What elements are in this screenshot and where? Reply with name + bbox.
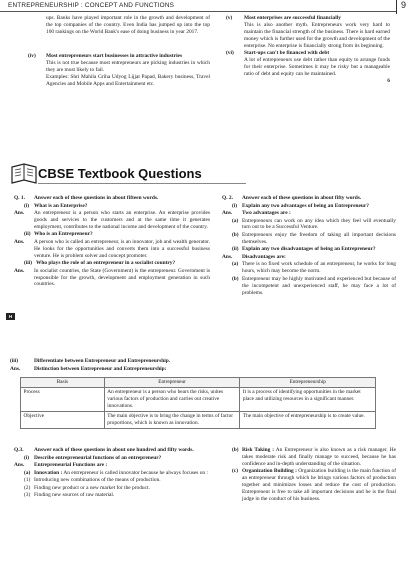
answer-label: Ans.	[10, 365, 21, 372]
list-item: Introducing new combinations of the means of production.	[34, 477, 161, 483]
point-number: (a)	[24, 469, 31, 476]
subquestion-number: (i)	[24, 454, 30, 461]
table-header-cell: Basis	[21, 378, 105, 388]
table-cell: The main objective is to bring the change in terms of factor proportions, which is known as innovation.	[104, 411, 240, 428]
banks-paragraph: ups. Banks have played important role in the growth and development of the top companies of the country. Even India has jumped up into the top 100 rankings on the World Bank's ease of doing business in year 2017.	[46, 15, 210, 35]
item-body: A lot of entrepreneurs use debt rather than equity to arrange funds for their enterprise. Sometimes it may be risky but a manageable ratio of debt and equity can be maintained.	[244, 57, 390, 77]
table-cell: It is a process of identifying opportunities in the market place and utilizing resources in a significant manner.	[240, 388, 376, 412]
point-text: An entrepreneur is called innovator because he always focuses on :	[63, 469, 208, 476]
question-3-continued	[222, 447, 396, 503]
item-number: (vi)	[226, 50, 234, 57]
table-header-row	[21, 378, 376, 388]
table-cell: The main objective of entrepreneurship is to create value.	[240, 411, 376, 428]
point-number: (b)	[232, 275, 239, 282]
section-title: CBSE Textbook Questions	[38, 166, 202, 181]
answer-label: Ans.	[222, 253, 233, 260]
item-number: (iv)	[28, 53, 36, 59]
item-examples: Examples: Shri Mahila Griha Udyog Lijjat Papad, Bakery business, Travel Agencies and Mobile Apps and Entertainment etc.	[46, 73, 210, 87]
table-cell: Process	[21, 388, 105, 412]
answer-heading: Entrepreneurial Functions are :	[34, 462, 108, 468]
point-text: Entrepreneurs enjoy the freedom of taking all important decisions themselves.	[242, 231, 396, 245]
point-number: (c)	[232, 468, 238, 475]
subquestion: Differentiate between Entrepreneur and Entrepreneurship.	[34, 358, 171, 364]
question-1	[14, 195, 210, 289]
table-cell: Objective	[21, 411, 105, 428]
top-left-column	[46, 15, 210, 36]
answer-label: Ans.	[14, 267, 25, 274]
question-2	[222, 195, 396, 297]
point-number: (b)	[232, 231, 239, 238]
answer-label: Ans.	[14, 210, 25, 216]
top-right-column	[226, 15, 390, 85]
item-title: Most enterprises are successful financially	[244, 15, 341, 21]
comparison-table	[20, 377, 376, 429]
question-prompt: Answer each of these questions in about fifteen words.	[34, 195, 159, 201]
item-title: Start-ups can't be financed with debt	[244, 50, 330, 57]
question-number: Q.3.	[14, 447, 24, 453]
subquestion-number: (i)	[24, 202, 30, 209]
differentiate-question	[10, 358, 398, 373]
point-text: Entrepreneurs can work on any idea which they feel will eventually turn out to be a Successful Venture.	[242, 217, 396, 231]
answer-heading: Disadvantages are:	[242, 253, 286, 260]
subquestion: Describe entrepreneurial functions of an entrepreneur?	[34, 454, 162, 461]
point-number: (a)	[232, 217, 239, 224]
answer-text: In socialist countries, the State (Government) is the entrepreneur. Government is responsible for the growth, development and employment generation in such countries.	[34, 267, 210, 288]
point-title: Innovation :	[34, 469, 63, 476]
book-icon	[10, 163, 38, 185]
point-text: Entrepreneur may be highly motivated and experienced but because of the incompetent and unexperienced staff, he may face a lot of problems.	[242, 275, 396, 296]
point-text: An Entrepreneur is also known as a risk manager. He takes moderate risk and finally manage to succeed, because he has confidence and in-depth understanding of the situation.	[242, 447, 396, 467]
list-item: Finding new sources of raw material.	[34, 492, 115, 498]
page-number-divider	[396, 0, 397, 14]
subquestion: What is an Enterprise?	[34, 202, 88, 209]
point-number: (b)	[232, 447, 239, 453]
myth-item-iv	[28, 53, 210, 88]
hots-badge: H	[6, 313, 15, 320]
point-title: Risk Taking :	[242, 447, 275, 453]
answer-text: A person who is called an entrepreneur, is an innovator, job and wealth generator. He looks for the opportunities and converts them into a successful business venture. He is problem solver and concept promoter.	[34, 238, 210, 259]
question-prompt: Answer each of these questions in about one hundred and fifty words.	[34, 447, 194, 453]
answer-label: Ans.	[14, 462, 25, 468]
subquestion-number: (iii)	[10, 358, 19, 364]
subquestion: Explain any two disadvantages of being an Entrepreneur?	[242, 246, 376, 253]
section-rule	[38, 183, 246, 184]
marks-label: 6	[387, 77, 390, 84]
item-body: This is not true because most entrepreneurs are picking industries in which they are most likely to fail.	[46, 59, 210, 73]
list-number: (3)	[24, 492, 31, 498]
question-number: Q. 1.	[14, 195, 25, 201]
subquestion: Who plays the role of an entrepreneur in a socialist country?	[36, 260, 176, 267]
point-text: There is no fixed work schedule of an entrepreneur, he works for long hours, which may become the norm.	[242, 261, 396, 275]
point-title: Organization Building :	[242, 468, 297, 475]
answer-label: Ans.	[222, 210, 233, 216]
answer-label: Ans.	[14, 238, 25, 245]
table-header-cell: Entrepreneurship	[240, 378, 376, 388]
page-number: 9	[401, 0, 407, 10]
table-row	[21, 388, 376, 412]
answer-heading: Two advantages are :	[242, 210, 291, 216]
table-cell: An entrepreneur is a person who bears the risks, unites various factors of production and carries out creative innovations.	[104, 388, 240, 412]
subquestion: Explain any two advantages of being an Entrepreneur?	[242, 202, 369, 209]
table-header-cell: Entrepreneur	[104, 378, 240, 388]
answer-heading: Distinction between Entrepreneur and Entrepreneurship:	[34, 365, 167, 372]
subquestion-number: (ii)	[232, 246, 239, 253]
subquestion-number: (iii)	[24, 260, 33, 267]
list-number: (1)	[24, 477, 31, 483]
point-number: (a)	[232, 261, 239, 268]
subquestion-number: (i)	[232, 202, 238, 209]
table-row	[21, 411, 376, 428]
question-prompt: Answer each of these questions in about fifty words.	[242, 195, 362, 201]
item-title: Most entrepreneurs start businesses in attractive industries	[46, 53, 183, 59]
list-number: (2)	[24, 484, 31, 491]
subquestion-number: (ii)	[24, 231, 31, 238]
list-item: Finding new product or a new market for the product.	[34, 484, 150, 491]
answer-text: An entrepreneur is a person who starts an enterprise. An enterprise provides goods and services to the customers and at the same time it generates employment, contributes to the national income and development of the country.	[34, 210, 210, 230]
running-header: ENTREPRENEURSHIP : CONCEPT AND FUNCTIONS	[8, 2, 175, 9]
item-number: (v)	[226, 15, 233, 21]
header-rule	[0, 11, 396, 12]
question-number: Q. 2.	[222, 195, 233, 201]
question-3	[14, 447, 210, 500]
point-text: Organization building is the main function of an entrepreneur through which he brings various factors of production together and minimizes losses and reduce the cost of production. Entrepreneur is free to take all important decisions and he is the final judge in the conduct of his business.	[242, 468, 396, 502]
item-body: This is also another myth. Entrepreneurs work very hard to maintain the financial strength of the business. There is hard earned money which is further used for the growth and development of the enterprise. No enterprise is financially strong from its beginning.	[244, 21, 390, 49]
subquestion: Who is an Entrepreneur?	[34, 231, 93, 238]
